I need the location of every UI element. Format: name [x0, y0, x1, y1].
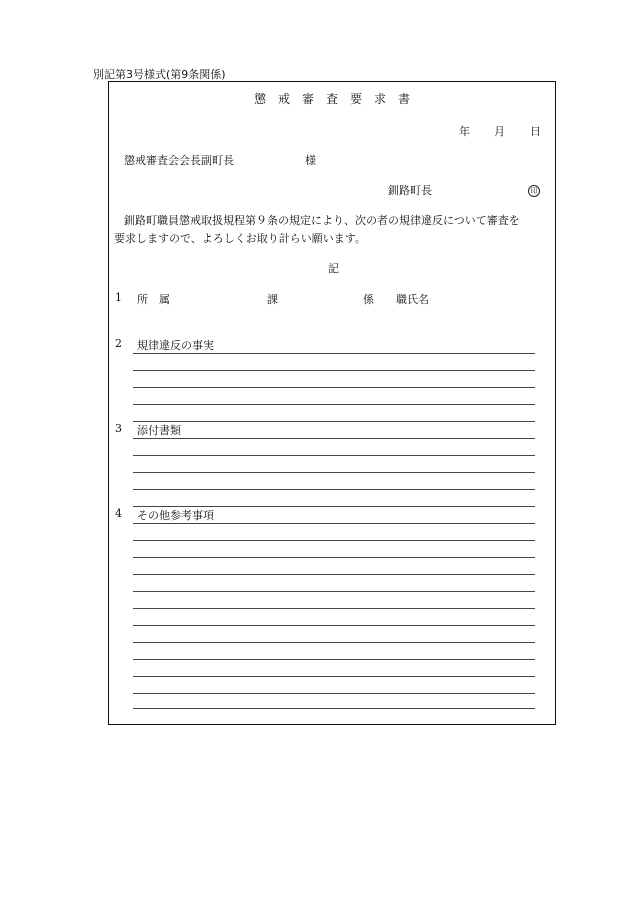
seal-mark — [528, 183, 540, 197]
item2-rule — [133, 421, 535, 422]
sender-name: 釧路町長 — [388, 184, 432, 197]
item1-kakari: 係 — [363, 293, 374, 306]
item4-rule — [133, 557, 535, 558]
title-char: 審 — [301, 92, 314, 106]
addressee-name: 懲戒審査会会長副町長 — [124, 154, 234, 167]
item1-number: 1 — [115, 291, 122, 304]
item4-rule — [133, 574, 535, 575]
item4-rule — [133, 676, 535, 677]
date-year: 年 — [459, 125, 470, 138]
date-day: 日 — [530, 125, 541, 138]
item1-ka: 課 — [267, 293, 278, 306]
item3-rule — [133, 455, 535, 456]
ki-heading: 記 — [328, 262, 339, 275]
item2-rule — [133, 387, 535, 388]
item4-label: その他参考事項 — [137, 509, 214, 522]
form-caption: 別記第3号様式(第9条関係) — [93, 68, 226, 81]
title-char: 査 — [325, 92, 338, 106]
item2-number: 2 — [115, 337, 122, 350]
item4-rule — [133, 693, 535, 694]
item3-label: 添付書類 — [137, 424, 181, 437]
addressee-honorific: 様 — [305, 154, 316, 167]
title-char: 書 — [398, 92, 411, 106]
title-char: 懲 — [253, 92, 266, 106]
request-form — [108, 81, 556, 725]
date-month: 月 — [494, 125, 505, 138]
title-char: 要 — [350, 92, 363, 106]
title-char: 戒 — [277, 92, 290, 106]
item2-rule — [133, 404, 535, 405]
item4-rule — [133, 591, 535, 592]
item4-rule — [133, 523, 535, 524]
title-char: 求 — [374, 92, 387, 106]
item3-rule — [133, 489, 535, 490]
form-title — [109, 90, 555, 107]
item1-shozoku: 所 属 — [137, 293, 170, 306]
item4-rule — [133, 540, 535, 541]
item4-rule — [133, 608, 535, 609]
item4-rule — [133, 642, 535, 643]
body-text-line1: 釧路町職員懲戒取扱規程第９条の規定により、次の者の規律違反について審査を — [124, 214, 520, 227]
item2-rule — [133, 353, 535, 354]
item1-shokushimei: 職氏名 — [396, 293, 429, 306]
item2-rule — [133, 370, 535, 371]
item2-label: 規律違反の事実 — [137, 339, 214, 352]
item3-rule — [133, 438, 535, 439]
body-text-line2: 要求しますので、よろしくお取り計らい願います。 — [114, 232, 366, 245]
item4-rule — [133, 659, 535, 660]
item4-rule — [133, 708, 535, 709]
item3-number: 3 — [115, 422, 122, 435]
seal-mark-label: 印 — [528, 185, 540, 197]
item4-number: 4 — [115, 507, 122, 520]
item3-rule — [133, 472, 535, 473]
item4-rule — [133, 625, 535, 626]
